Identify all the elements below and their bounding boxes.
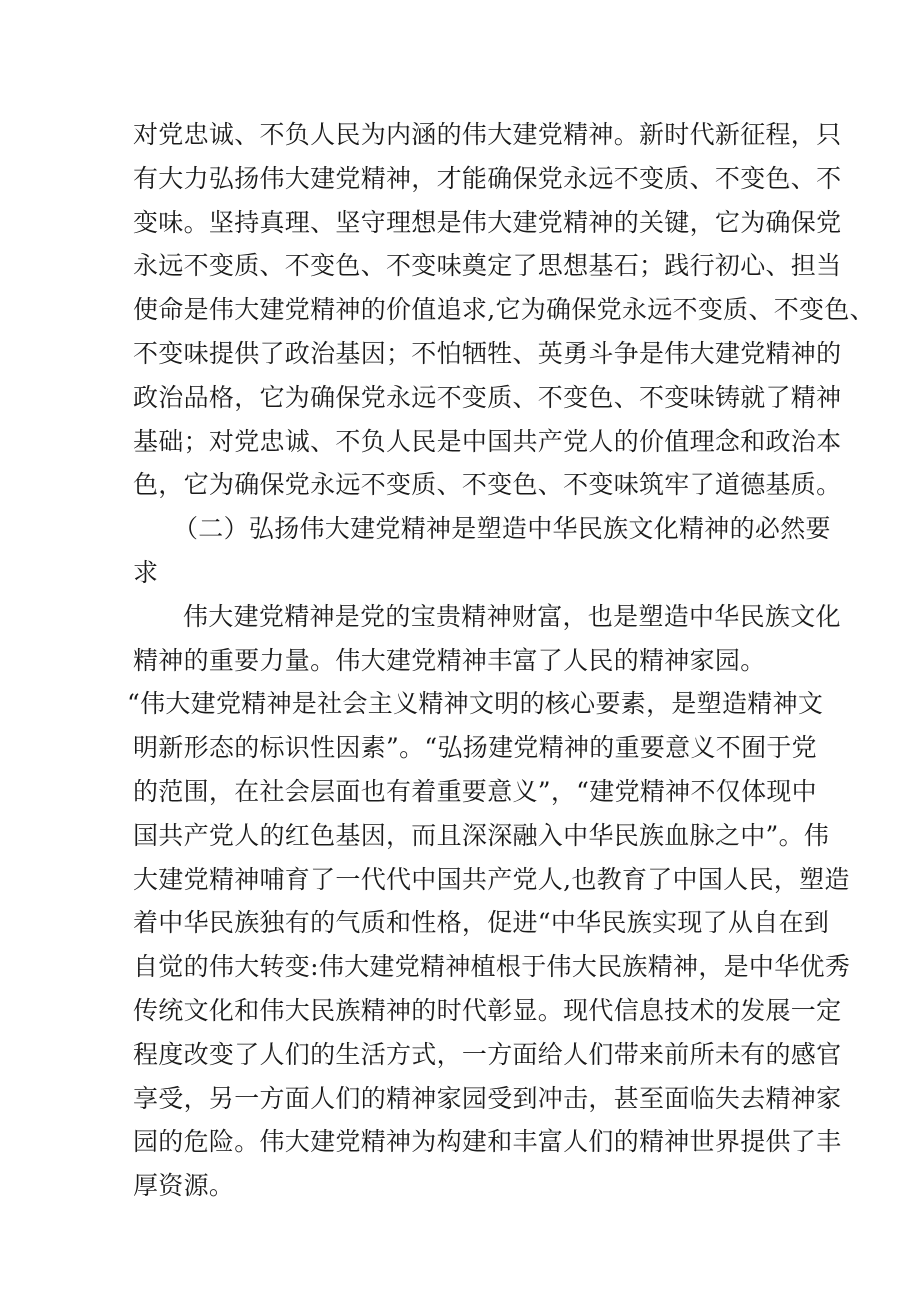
paragraph-line: 自觉的伟大转变:伟大建党精神植根于伟大民族精神，是中华优秀 — [133, 952, 851, 982]
paragraph-line: 享受，另一方面人们的精神家园受到冲击，甚至面临失去精神家 — [133, 1083, 842, 1113]
paragraph-line: 对党忠诚、不负人民为内涵的伟大建党精神。新时代新征程，只 — [133, 120, 842, 149]
paragraph-line: 色，它为确保党永远不变质、不变色、不变味筑牢了道德基质。 — [133, 470, 842, 500]
paragraph-line: 的范围，在社会层面也有着重要意义”，“建党精神不仅体现中 — [133, 776, 817, 806]
paragraph-line: 使命是伟大建党精神的价值追求,它为确保党永远不变质、不变色、 — [133, 295, 875, 325]
paragraph-line: 基础；对党忠诚、不负人民是中国共产党人的价值理念和政治本 — [133, 426, 842, 456]
paragraph-line: “伟大建党精神是社会主义精神文明的核心要素，是塑造精神文 — [127, 689, 824, 719]
paragraph-line: 有大力弘扬伟大建党精神，才能确保党永远不变质、不变色、不 — [133, 163, 842, 193]
paragraph-line: 厚资源。 — [133, 1171, 235, 1201]
paragraph-line: 变味。坚持真理、坚守理想是伟大建党精神的关键，它为确保党 — [133, 207, 842, 237]
paragraph-line: 精神的重要力量。伟大建党精神丰富了人民的精神家园。 — [133, 645, 766, 675]
body-text — [127, 113, 875, 1208]
section-heading-line: 求 — [133, 557, 159, 587]
paragraph-line: 传统文化和伟大民族精神的时代彰显。现代信息技术的发展一定 — [133, 995, 842, 1025]
paragraph-line: 大建党精神哺育了一代代中国共产党人,也教育了中国人民，塑造 — [133, 864, 850, 894]
paragraph-line: 明新形态的标识性因素”。“弘扬建党精神的重要意义不囿于党 — [133, 733, 817, 763]
section-heading-line: （二）弘扬伟大建党精神是塑造中华民族文化精神的必然要 — [173, 514, 831, 544]
paragraph-line: 国共产党人的红色基因，而且深深融入中华民族血脉之中”。伟 — [133, 820, 830, 850]
paragraph-line: 政治品格，它为确保党永远不变质、不变色、不变味铸就了精神 — [133, 382, 842, 412]
paragraph-line: 伟大建党精神是党的宝贵精神财富，也是塑造中华民族文化 — [183, 601, 841, 631]
paragraph-line: 园的危险。伟大建党精神为构建和丰富人们的精神世界提供了丰 — [133, 1127, 842, 1157]
paragraph-line: 着中华民族独有的气质和性格，促进“中华民族实现了从自在到 — [133, 908, 830, 938]
paragraph-line: 永远不变质、不变色、不变味奠定了思想基石；践行初心、担当 — [133, 251, 842, 281]
paragraph-line: 程度改变了人们的生活方式，一方面给人们带来前所未有的感官 — [133, 1039, 842, 1069]
paragraph-line: 不变味提供了政治基因；不怕牺牲、英勇斗争是伟大建党精神的 — [133, 338, 842, 368]
